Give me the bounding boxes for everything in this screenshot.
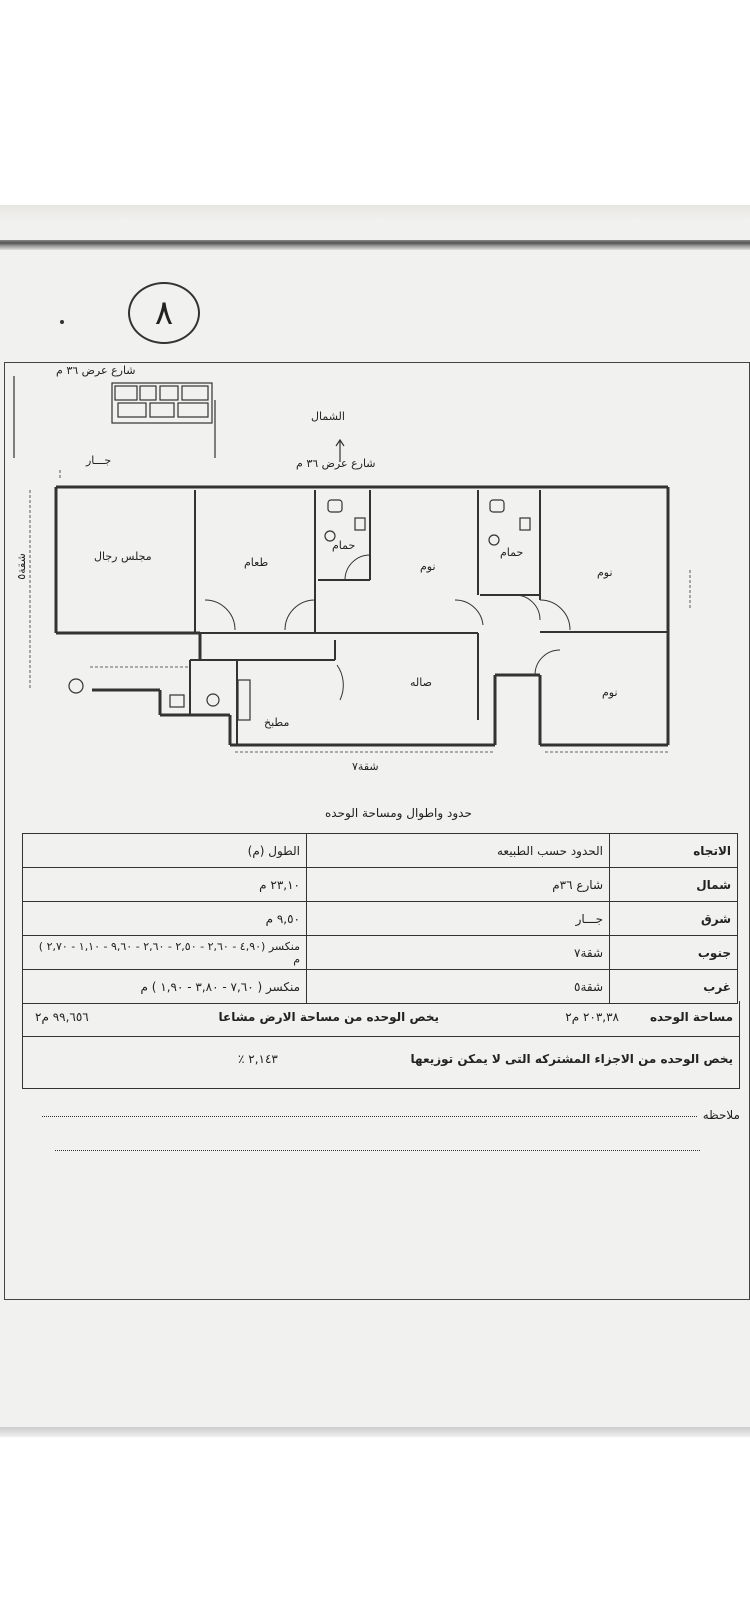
note-dotted-line — [42, 1116, 697, 1117]
row-natural: جـــار — [307, 902, 610, 936]
row-length: منكسر (٤,٩٠ - ٢,٦٠ - ٢,٥٠ - ٢,٦٠ - ٩,٦٠ - ١,١٠ - ٢,٧٠ ) م — [23, 936, 307, 970]
table-row — [23, 902, 738, 936]
west-apartment-label: شقة٥ — [14, 553, 28, 580]
note-label: ملاحظه — [702, 1108, 740, 1122]
land-share-label: يخص الوحده من مساحة الارض مشاعا — [218, 1010, 439, 1024]
sheet-number: ٨ — [154, 293, 174, 333]
header-length: الطول (م) — [23, 834, 307, 868]
row-natural: شارع ٣٦م — [307, 868, 610, 902]
shared-parts-value: ٢,١٤٣ ٪ — [238, 1052, 278, 1066]
table-header-row — [23, 834, 738, 868]
header-natural-bounds: الحدود حسب الطبيعه — [307, 834, 610, 868]
north-label: الشمال — [311, 410, 345, 423]
room-bath2-label: حمام — [500, 546, 524, 559]
row-direction: جنوب — [610, 936, 738, 970]
shared-parts-row — [22, 1036, 740, 1089]
row-length: ٢٣,١٠ م — [23, 868, 307, 902]
header-direction: الاتجاه — [610, 834, 738, 868]
table-row — [23, 868, 738, 902]
table-caption: حدود واطوال ومساحة الوحده — [325, 806, 472, 820]
key-plan — [14, 376, 215, 458]
row-direction: غرب — [610, 970, 738, 1004]
area-value: ٢٠٣,٣٨ م٢ — [565, 1010, 619, 1024]
room-kitchen-label: مطبخ — [264, 716, 290, 729]
note-dotted-line-2 — [55, 1150, 700, 1151]
row-natural: شقة٥ — [307, 970, 610, 1004]
room-bedroom3-label: نوم — [602, 686, 618, 699]
room-bedroom1-label: نوم — [420, 560, 436, 573]
row-direction: شرق — [610, 902, 738, 936]
room-bedroom2-label: نوم — [597, 566, 613, 579]
room-hall-label: صاله — [410, 676, 432, 689]
neighbor-label: جـــار — [86, 454, 112, 467]
shared-parts-label: يخص الوحده من الاجزاء المشتركه التى لا يمكن توزيعها — [410, 1052, 733, 1066]
room-dining-label: طعام — [244, 556, 269, 569]
bounds-table — [22, 833, 738, 1004]
scan-bottom-edge — [0, 1427, 750, 1437]
row-length: منكسر ( ٧,٦٠ - ٣,٨٠ - ١,٩٠ ) م — [23, 970, 307, 1004]
area-row — [22, 1001, 740, 1037]
table-row — [23, 970, 738, 1004]
row-natural: شقة٧ — [307, 936, 610, 970]
area-label: مساحة الوحده — [649, 1010, 733, 1024]
room-bath1-label: حمام — [332, 539, 356, 552]
row-length: ٩,٥٠ م — [23, 902, 307, 936]
key-plan-street-label: شارع عرض ٣٦ م — [56, 364, 136, 377]
top-street-label: شارع عرض ٣٦ م — [296, 457, 376, 470]
south-apartment-label: شقة٧ — [352, 760, 379, 773]
land-share-value: ٩٩,٦٥٦ م٢ — [35, 1010, 89, 1024]
row-direction: شمال — [610, 868, 738, 902]
room-majlis-label: مجلس رجال — [94, 550, 152, 563]
table-row — [23, 936, 738, 970]
